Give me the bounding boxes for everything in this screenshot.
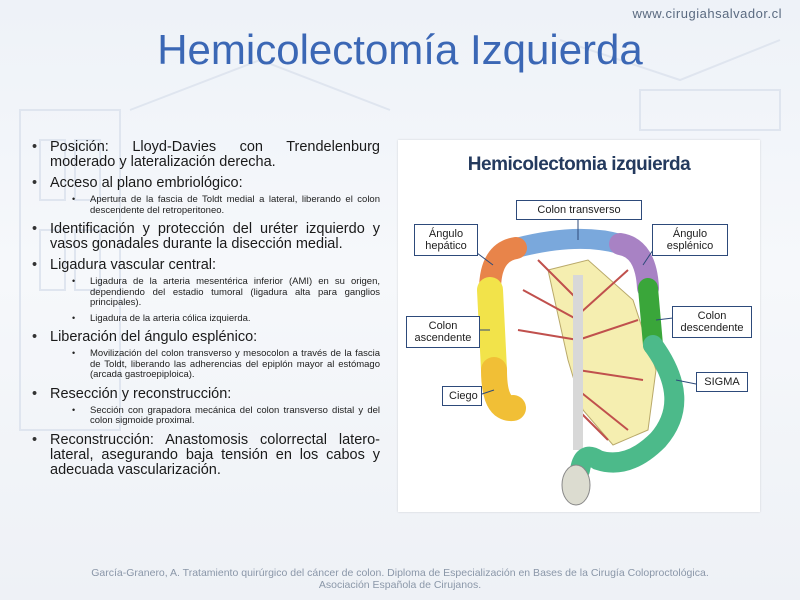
label-colon-descendente	[672, 306, 752, 338]
citation-line-2: Asociación Española de Cirujanos.	[318, 579, 482, 591]
sub-bullet-item: • Movilización del colon transverso y mesocolon a través de la fascia de Toldt, liberando las adherencias del epiplón mayor al estómago (arcada gastroepiploica).	[70, 349, 380, 381]
bullet-item	[30, 140, 380, 170]
sub-bullet-item: • Sección con grapadora mecánica del colon transverso distal y del colon sigmoide proximal.	[70, 406, 380, 427]
label-text: Colon	[697, 310, 727, 322]
bullet-item	[30, 433, 380, 478]
label-angulo-hepatico	[414, 224, 478, 256]
figure-title: Hemicolectomia izquierda	[467, 154, 691, 175]
label-text: Ángulo	[428, 228, 464, 240]
label-text: Colon transverso	[537, 204, 621, 216]
label-colon-ascendente	[406, 316, 480, 348]
label-angulo-esplenico	[652, 224, 728, 256]
citation-footer	[0, 567, 800, 591]
bullet-text: Identificación y protección del uréter izquierdo y vasos gonadales durante la disección medial.	[50, 221, 380, 252]
page-title: Hemicolectomía Izquierda	[157, 26, 643, 73]
bullet-item	[30, 387, 380, 427]
bullet-text: Reconstrucción: Anastomosis colorrectal latero-lateral, asegurando baja tensión en los cabos y adecuada vascularización.	[50, 431, 380, 478]
cecum	[494, 370, 513, 408]
label-text: SIGMA	[704, 376, 740, 388]
bullet-item	[30, 222, 380, 252]
bullet-text: Resección y reconstrucción:	[50, 385, 232, 402]
bullet-text: Posición: Lloyd-Davies con Trendelenburg moderado y lateralización derecha.	[50, 139, 380, 170]
bullet-item	[30, 176, 380, 216]
label-colon-transverso	[516, 200, 642, 220]
sub-list	[50, 195, 380, 216]
sub-bullet-item: • Ligadura de la arteria mesentérica inferior (AMI) en su origen, dependiendo del estadio tumoral (ligadura alta para ganglios principales).	[70, 277, 380, 309]
bullet-list	[30, 140, 380, 484]
sub-list	[50, 406, 380, 427]
label-text: hepático	[425, 240, 467, 252]
sub-bullet-item: • Apertura de la fascia de Toldt medial a lateral, liberando el colon descendente del retroperitoneo.	[70, 195, 380, 216]
transverse-colon	[516, 239, 620, 248]
bullet-text: Acceso al plano embriológico:	[50, 175, 243, 191]
label-sigma	[696, 372, 748, 392]
label-text: descendente	[680, 322, 744, 334]
citation-line-1: García-Granero, A. Tratamiento quirúrgico del cáncer de colon. Diploma de Especialización en Bases de la Cirugía Coloproctológica.	[91, 567, 709, 579]
bullet-text: Ligadura vascular central:	[50, 257, 217, 273]
label-ciego	[442, 386, 482, 406]
colon-anatomy-figure	[398, 140, 760, 512]
site-url[interactable]: www.cirugiahsalvador.cl	[632, 6, 782, 21]
bullet-item	[30, 330, 380, 381]
bullet-text: Liberación del ángulo esplénico:	[50, 329, 258, 345]
sub-list	[50, 349, 380, 381]
bullet-item	[30, 258, 380, 324]
label-text: ascendente	[414, 332, 472, 344]
rectum	[562, 465, 590, 505]
label-text: esplénico	[666, 240, 714, 252]
sub-bullet-item: • Ligadura de la arteria cólica izquierda.	[70, 314, 380, 325]
sub-list	[50, 277, 380, 324]
label-text: Ciego	[449, 390, 478, 402]
label-text: Colon	[428, 320, 458, 332]
label-text: Ángulo	[672, 228, 708, 240]
